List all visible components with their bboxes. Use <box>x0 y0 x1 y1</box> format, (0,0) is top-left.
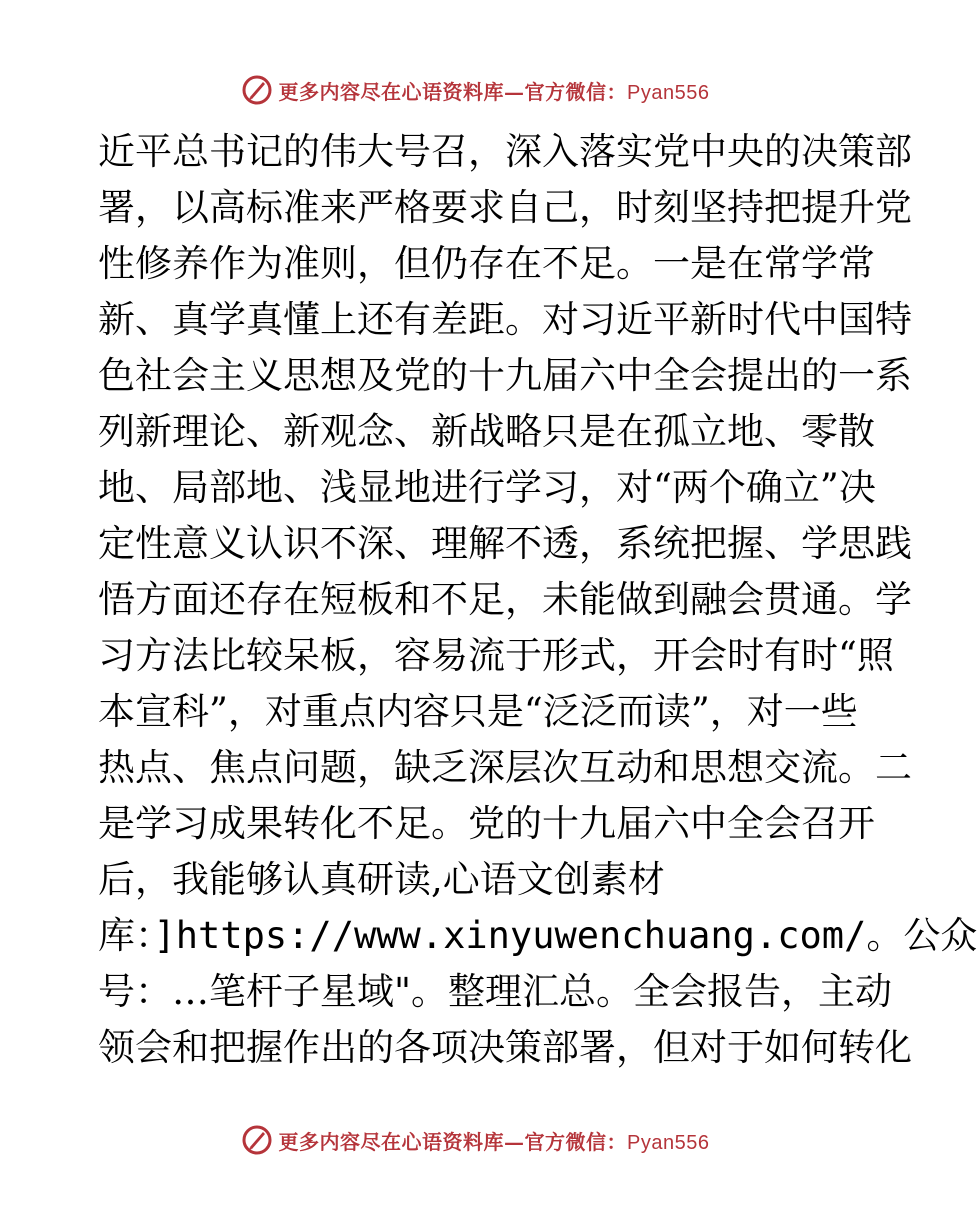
banner-slogan: 更多内容尽在心语资料库—官方微信： <box>278 1129 628 1154</box>
wechat-id: Pyan556 <box>627 1131 710 1154</box>
text-line: 色社会主义思想及党的十九届六中全会提出的一系 <box>98 354 912 397</box>
text-line: 署，以高标准来严格要求自己，时刻坚持把提升党 <box>98 186 912 229</box>
text-line: 是学习成果转化不足。党的十九届六中全会召开 <box>98 802 875 845</box>
text-line: 性修养作为准则，但仍存在不足。一是在常学常 <box>98 242 875 285</box>
banner-text <box>279 76 710 105</box>
header-banner <box>0 70 950 110</box>
text-line: 列新理论、新观念、新战略只是在孤立地、零散 <box>98 410 875 453</box>
text-line: 近平总书记的伟大号召，深入落实党中央的决策部 <box>98 130 912 173</box>
text-line: 本宣科”，对重点内容只是“泛泛而读”，对一些 <box>98 690 858 733</box>
wechat-id: Pyan556 <box>627 81 710 104</box>
text-line: 后，我能够认真研读,心语文创素材 <box>98 858 665 901</box>
text-line: 热点、焦点问题，缺乏深层次互动和思想交流。二 <box>98 746 912 789</box>
text-line: 领会和把握作出的各项决策部署，但对于如何转化 <box>98 1026 912 1069</box>
text-line: 悟方面还存在短板和不足，未能做到融会贯通。学 <box>98 578 912 621</box>
banner-slogan: 更多内容尽在心语资料库—官方微信： <box>278 79 628 104</box>
footer-banner <box>0 1120 950 1160</box>
red-quill-logo-icon <box>241 74 273 106</box>
text-line: 习方法比较呆板，容易流于形式，开会时有时“照 <box>98 634 894 677</box>
banner-text <box>279 1126 710 1155</box>
text-line: 定性意义认识不深、理解不透，系统把握、学思践 <box>98 522 912 565</box>
document-body <box>98 124 977 1076</box>
text-line: 号：…笔杆子星域"。整理汇总。全会报告，主动 <box>98 970 893 1013</box>
text-line-url: 库：]https://www.xinyuwenchuang.com/。公众 <box>98 914 977 957</box>
text-line: 地、局部地、浅显地进行学习，对“两个确立”决 <box>98 466 876 509</box>
text-line: 新、真学真懂上还有差距。对习近平新时代中国特 <box>98 298 912 341</box>
red-quill-logo-icon <box>241 1124 273 1156</box>
